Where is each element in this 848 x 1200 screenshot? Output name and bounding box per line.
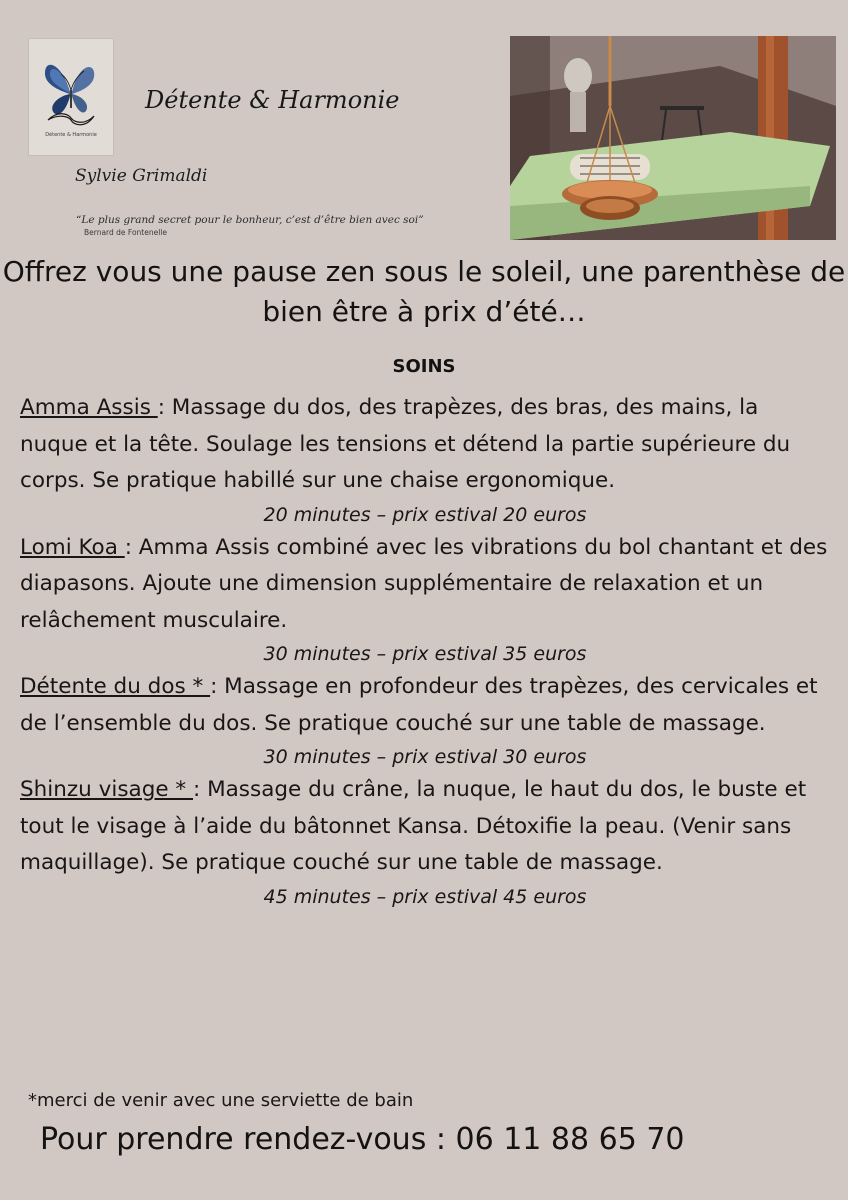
logo-caption: Détente & Harmonie — [45, 132, 97, 138]
quote: “Le plus grand secret pour le bonheur, c’est d’être bien avec soi” — [76, 214, 424, 226]
owner-name: Sylvie Grimaldi — [75, 166, 208, 186]
soin-duration-price: 45 minutes – prix estival 45 euros — [263, 885, 587, 908]
brand-name: Détente & Harmonie — [145, 86, 400, 114]
soin-description — [20, 669, 830, 742]
soin-description — [20, 772, 830, 882]
soin-duration-price: 30 minutes – prix estival 35 euros — [263, 643, 587, 665]
massage-room-photo — [510, 36, 836, 240]
soin-item — [20, 530, 830, 670]
soin-name: Détente du dos * — [20, 674, 211, 699]
logo — [28, 38, 114, 156]
contact-phone: Pour prendre rendez-vous : 06 11 88 65 70 — [40, 1122, 685, 1157]
soin-description — [20, 530, 830, 640]
soin-duration-price: 20 minutes – prix estival 20 euros — [263, 503, 587, 526]
soin-item — [20, 390, 830, 530]
soin-item — [20, 772, 830, 912]
soin-text: : Massage du crâne, la nuque, le haut du dos, le buste et tout le visage à l’aide du bâtonnet Kansa. Détoxifie la peau. (Venir sans maquillage). Se pratique couché sur une table de massage. — [20, 777, 807, 875]
soin-description — [20, 390, 830, 500]
towel-note: *merci de venir avec une serviette de bain — [28, 1090, 414, 1111]
soin-duration-price: 30 minutes – prix estival 30 euros — [263, 746, 587, 768]
soins-list — [20, 390, 830, 912]
soin-text: : Massage du dos, des trapèzes, des bras, des mains, la nuque et la tête. Soulage les tensions et détend la partie supérieure du corps. Se pratique habillé sur une chaise ergonomique. — [20, 395, 791, 493]
headline: Offrez vous une pause zen sous le soleil, une parenthèse de bien être à prix d’été… — [2, 255, 846, 328]
soin-name: Amma Assis — [20, 395, 158, 420]
soin-name: Shinzu visage * — [20, 777, 193, 802]
butterfly-icon — [40, 56, 102, 128]
soin-item — [20, 669, 830, 772]
soin-text: : Amma Assis combiné avec les vibrations du bol chantant et des diapasons. Ajoute une dimension supplémentaire de relaxation et un relâchement musculaire. — [20, 534, 828, 633]
quote-author: Bernard de Fontenelle — [84, 228, 168, 237]
soin-text: : Massage en profondeur des trapèzes, des cervicales et de l’ensemble du dos. Se pratique couché sur une table de massage. — [20, 674, 818, 736]
soin-name: Lomi Koa — [20, 534, 125, 560]
section-title: SOINS — [392, 356, 456, 377]
